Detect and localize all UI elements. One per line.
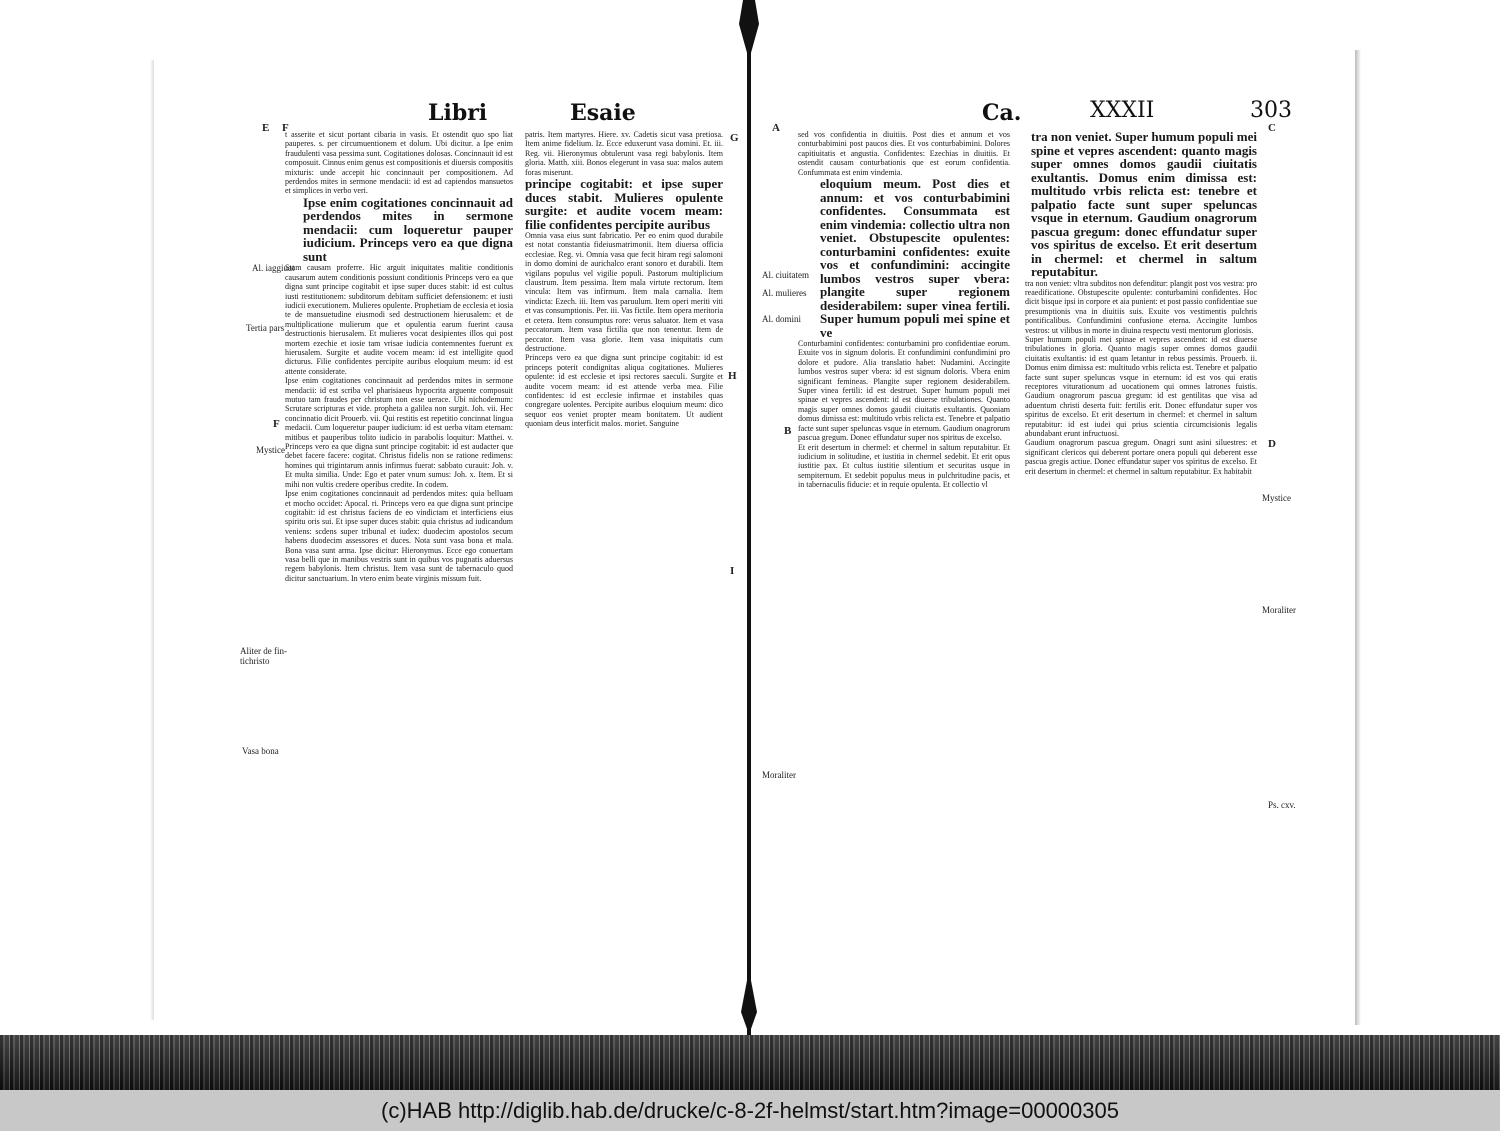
running-head-esaie: Esaie <box>570 100 636 126</box>
margin-note-aliter: Aliter de fin- <box>240 646 287 656</box>
margin-letter-h: H <box>728 370 737 382</box>
copyright-caption: (c)HAB http://diglib.hab.de/drucke/c-8-2f-helmst/start.htm?image=00000305 <box>381 1097 1119 1123</box>
left-col2-gloss-c: Princeps vero ea que digna sunt principe cogitabit: id est princeps poterit condignitas aliqua cogitationes. Mulieres opulente: id est ecclesie et ipsi rectores saeculi. Surgite et audite vocem meam: id est attende verba mea. Filie confidentes: id est ecclesie infirmae et instabiles quas congregare uolentes. Percipite auribus eloquium meum: dico sequor eos veniet propter meam bonitatem. Ut audient quoniam deus interficit malos. moriet. Sanguine <box>525 353 723 429</box>
margin-note-iaggiuat: Al. iaggiuat <box>252 263 295 273</box>
margin-letter-d: D <box>1268 438 1276 450</box>
margin-note-mulieres: Al. mulieres <box>762 288 807 298</box>
right-col2-gloss-c: Gaudium onagrorum pascua gregum. Onagri sunt asini siluestres: et significant clericos qui deberent portare onera populi qui deberent esse pascua gregis actiue. Donec effundatur super vos spiritus de excelso. Et erit desertum in chermel: et chermel in saltum reputabitur. Ex habitabit <box>1025 438 1257 476</box>
left-col1-main-text: Ipse enim cogitationes concinnauit ad perdendos mites in sermone mendacii: cum loqueretur pauper iudicium. Princeps vero ea que digna sunt <box>303 194 513 264</box>
gutter-line <box>747 0 751 1090</box>
margin-note-ciuitatem: Al. ciuitatem <box>762 270 809 280</box>
chapter-number: XXXII <box>1090 98 1155 123</box>
right-col2-gloss-b: Super humum populi mei spinae et vepres ascendent: id est diuerse tribulationes in gloria. Quanto magis super omnes domos gaudii ciuitatis exultantis: id est quam letantur in rebus pessimis. Prouerb. ii. Domus enim dimissa est: multitudo vrbis relicta est. Tenebre et palpatio facte sunt super speluncas vsque in eternum: id est vos qui eratis receptores viturationum ad uocationem qui omnes latrones fuistis. Gaudium onagrorum pascua gregum: id est gentilitas que visa ad aduentum christi deserta fuit: fertilis erit. Donec effundatur super vos spiritus de excelso. Et erit desertum in chermel: et chermel in saltum reputabitur: id est iudei qui prius scientia circumcisionis legalis abundabant erunt infructuosi. <box>1025 334 1257 438</box>
margin-note-antichristo: tichristo <box>240 656 270 666</box>
right-page-edge <box>1355 50 1361 1025</box>
left-col2-gloss-a: patris. Item martyres. Hiere. xv. Cadetis sicut vasa pretiosa. Item anime fidelium. Iz. Ecce eduxerunt vasa domini. Et. iii. Reg. vii. Hieronymus obtulerunt vasa regi babylonis. Item gloria. Matth. xiii. Bonos elegerunt in vasa sua: malos autem foras miserunt. <box>525 130 723 177</box>
gutter-clip-top-icon <box>739 0 759 60</box>
margin-letter-e: E <box>262 122 270 134</box>
scan-bed-strip <box>0 1035 1500 1090</box>
margin-letter-f2: F <box>273 418 280 430</box>
margin-letter-g: G <box>730 132 739 144</box>
folio-number: 303 <box>1250 98 1292 123</box>
right-page-column-2 <box>1025 130 1257 845</box>
margin-note-moraliter-left: Moraliter <box>762 770 796 780</box>
gutter-clip-bottom-icon <box>741 970 757 1030</box>
margin-letter-c: C <box>1268 122 1276 134</box>
right-col1-gloss-b: Conturbamini confidentes: conturbamini pro confidentiae eorum. Exuite vos in signum doloris. Et confundimini confundimini pro dolore et pudore. Alia translatio habet: Nudamini. Accingite lumbos vestros super vbera: id est signum doloris. Vbera enim significant femineas. Plangite super regionem desiderabilem. Super vinea fertili: id est destruet. Super humum populi mei spinae et vepres ascendent: id est diuerse tribulationes. Quanto magis super omnes domos gaudii ciuitatis exultantis. Quoniam domus dimissa est: multitudo vrbis relicta est. Tenebre et palpatio facte sunt super speluncas vsque in eternum. Gaudium onagrorum pascua gregum. Donec effundatur super nos spiritus de excelso. <box>798 339 1010 443</box>
margin-letter-a: A <box>772 122 780 134</box>
left-col2-main-text: principe cogitabit: et ipse super duces stabit. Mulieres opulente surgite: et audite vocem meam: filie confidentes percipite auribus <box>525 176 723 232</box>
right-page <box>760 60 1350 1040</box>
margin-note-domini: Al. domini <box>762 314 802 324</box>
left-col1-gloss-d: Ipse enim cogitationes concinnauit ad perdendos mites: quia belluam et mocho occidet: Apocal. ri. Princeps vero ea que digna sunt principe cogitabit: id est christus faciens de eo vindictam et interficiens eius spiritu oris sui. Et ipse super duces stabit: quia christus ad iudicandum veniens: scdens super tribunal et iudex: duodecim apostolos secum habens duodecim assessores et duces. Nota sunt vasa bona et mala. Bona vasa sunt arma. Ipse dicitur: Hieronymus. Ecce ego conuertam vasa belli que in manibus vestris sunt in quibus vos pugnatis aduersus regem babylonis. Item christus. Item vasa sunt de tabernaculo quod dicitur sanctuarium. In vtero enim beate virginis missum fuit. <box>285 489 513 583</box>
left-col1-gloss-c: Ipse enim cogitationes concinnauit ad perdendos mites in sermone mendacii: id est scriba vel pharisiaeus hypocrita arguente composuit mutuo tam fraudes per christum non esse uerace. Ubi nichodemum: Scrutare scripturas et vide. propheta a galilea non surgit. Joh. vii. Hec concinnatio dicit Prouerb. vii. Qui restitis est repetitio concinnat lingua medacii. Cum loqueretur pauper iudicium: id est uerba vitam eternam: mitibus et pauperibus tolito iudicio in parabolis loquitur: Matthei. v. Princeps vero ea que digna sunt principe cogitabit: id est audacter que debet facere facere: cogitat. Christus fidelis non se ratione redimens: homines qui trigintarum annis infirmus fuerat: sabbato curauit: Joh. v. Et multa similia. Unde: Ego et pater vnum sumus: Joh. x. Item. Et si mihi non vultis credere operibus credite. In codem. <box>285 376 513 489</box>
margin-letter-i: I <box>730 565 735 577</box>
left-page-column-1 <box>285 130 513 830</box>
left-col1-gloss-a: t asserite et sicut portant cibaria in vasis. Et ostendit quo spo liat pauperes. s. per circumuentionem et dolum. Ubi dicitur. a Ipe enim fraudulenti vasa pessima sunt. Cogitationes dolosas. Concinnauit id est composuit. Cinnus enim genus est compositionis et diuersis compositis mixturis: unde accepit hic concinnauit per compositionem. Ad perdendos mites in sermone mendacii: id est ad capiendos mansuetos et simplices in verbo veri. <box>285 130 513 196</box>
left-page-edge <box>150 60 154 1020</box>
running-head-libri: Libri <box>428 100 488 126</box>
right-col1-gloss-a: sed vos confidentia in diuitiis. Post dies et annum et vos conturbabimini post paucos dies. Et vos conturbabimini. Dolores capitiuitatis et angustia. Confidentes: Ezechias in diuitiis. Et ostendit causam conturbationis que est eorum confidentia. Confummata est enim vindemia. <box>798 130 1010 177</box>
margin-letter-b: B <box>784 425 792 437</box>
running-head-ca: Ca. <box>982 100 1022 126</box>
right-col1-gloss-c: Et erit desertum in chermel: et chermel in saltum reputabitur. Et iudicium in solitudine, et iustitia in chermel sedebit. Et erit opus iustitie pax. Et cultus iustitie silentium et securitas usque in sempiternum. Et sedebit populus meus in pulchritudine pacis, et in tabernaculis fiducie: et in requie opulenta. Et collectio vl <box>798 442 1010 490</box>
margin-note-vasa-bona: Vasa bona <box>242 746 279 756</box>
margin-note-tertia-pars: Tertia pars <box>246 323 285 333</box>
right-col1-main-text: eloquium meum. Post dies et annum: et vos conturbabimini confidentes. Consummata est enim vindemia: collectio ultra non veniet. Obstupescite opulentes: conturbamini confidentes: exuite vos et confundimini: accingite lumbos vestros super vbera: plangite super regionem desiderabilem: super vinea fertili. Super humum populi mei spine et ve <box>820 176 1010 340</box>
margin-note-mystice-right: Mystice <box>1262 493 1291 503</box>
right-col2-gloss-a: tra non veniet: vltra subditos non defenditur: plangit post vos vestra: pro reaedificatione. Obstupescite opulente: conturbamini confidentes. Hoc dicit bisque ipsi in corpore et aia punient: et post passio confidentiae sue presumptionis vna in diuitiis suis. Exuite vos vestimentis pulchris pontificalibus. Confundimini confusione eterna. Accingite lumbos vestros: ut vilibus in morte in diuina respectu vesti mentorum gloriosis. <box>1025 278 1257 335</box>
left-col2-gloss-b: Omnia vasa eius sunt fabricatio. Per eo enim quod durabile est notat constantia fideiusmatrimonii. Item diuersa officia ecclesiae. Reg. vi. Omnia vasa que fecit hiram regi salomoni in domo domini de aurichalco erant sonoro et durabili. Item vigilans populus vel vigilie populi. Pastorum multiplicium claustrum. Item pessima. Item mala virtute rectorum. Item vincula: Item vas infirmum. Item mala carnalia. Item vindicta: Ezech. iii. Item vas paruulum. Item operi meriti viti et vas consumptionis. Per. iii. Vas fictile. Item opera meritoria et cetera. Item consumptus rore: verus saluator. Item et vasa peccatorum. Item vasa fictilia que non tenentur. Item de peccator. Item vasa glorie. Item vasa iniquitatis cum destructione. <box>525 231 723 353</box>
right-page-column-1 <box>798 130 1010 835</box>
margin-letter-f: F <box>282 122 289 134</box>
left-page-column-2 <box>525 130 723 842</box>
copyright-caption-bar <box>0 1090 1500 1131</box>
margin-note-mystice: Mystice <box>256 445 285 455</box>
right-col2-main-text: tra non veniet. Super humum populi mei spine et vepres ascendent: quanto magis super omnes domos gaudii ciuitatis exultantis. Domus enim dimissa est: multitudo vrbis relicta est: tenebre et palpatio facte sunt super speluncas vsque in eternum. Gaudium onagrorum pascua gregum: donec effundatur super vos spiritus de excelso. Et erit desertum in chermel: et chermel in saltum reputabitur. <box>1031 130 1257 279</box>
left-page <box>170 60 745 1040</box>
margin-note-moraliter-right: Moraliter <box>1262 605 1296 615</box>
margin-note-psalm: Ps. cxv. <box>1268 800 1296 810</box>
left-col1-gloss-b: Stam causam proferre. Hic arguit iniquitates malitie conditionis causarum autem conditionis possiunt conditionis Princeps vero ea que digna sunt principe cogitabit et ipse super duces stabit: id est cultus iusti restitutionem: subditorum debitam sufficiet defensionem: et iusti iudicii executionem. Mulieres opulente. Prophetiam de ecclesia et iosia te de mansuetudine eiusmodi sed destructionem hierusalem: et de multiplicatione mulierum que et opulentia earum fuerint causa destructionis hierusalem. Et mulieres vocat desipientes illos qui post mortem ezechie et iosie tam vrisae iudicia contemnentes fuerunt ex hierusalem. Surgite et audite vocem meam: id est intelligite quod dicturus. Filie confidentes percipite auribus eloquium meum: id est attente considerate. <box>285 263 513 376</box>
